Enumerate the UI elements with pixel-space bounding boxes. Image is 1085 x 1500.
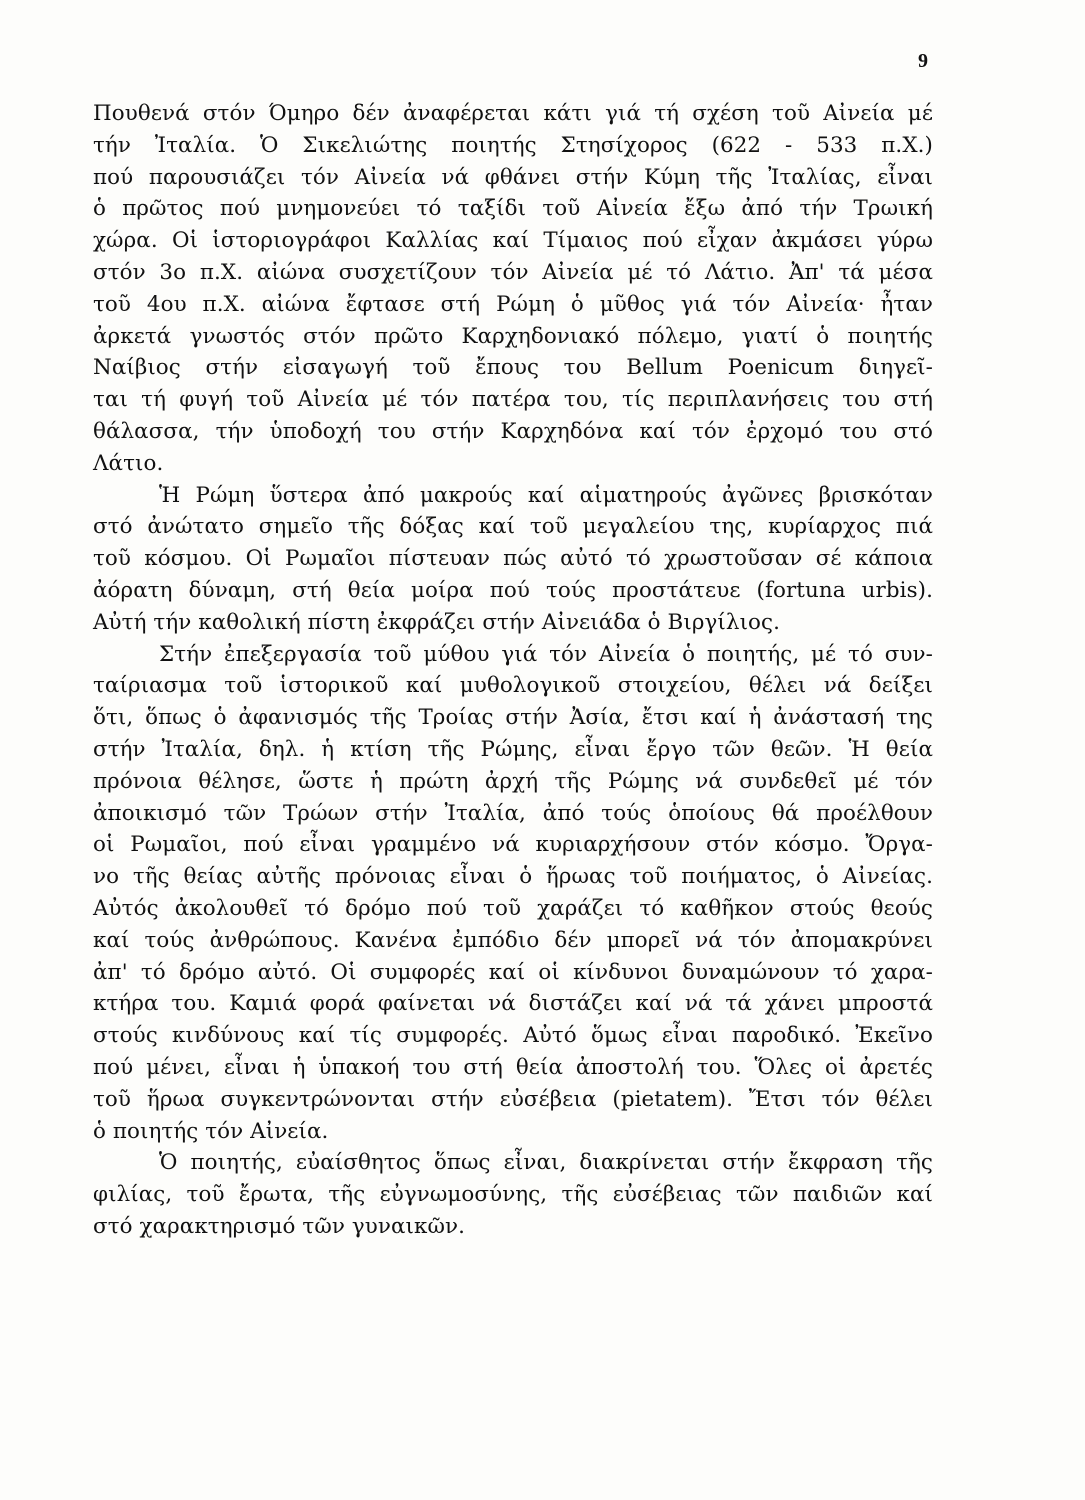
text-line: τοῦ κόσμου. Οἱ Ρωμαῖοι πίστευαν πώς αὐτό τό χρωστοῦσαν σέ κάποια <box>93 546 933 572</box>
text-line: ἀποικισμό τῶν Τρώων στήν Ἰταλία, ἀπό τούς ὁποίους θά προέλθουν <box>93 800 933 826</box>
text-line: ταίριασμα τοῦ ἱστορικοῦ καί μυθολογικοῦ στοιχείου, θέλει νά δείξει <box>93 673 933 699</box>
text-line: νο τῆς θείας αὐτῆς πρόνοιας εἶναι ὁ ἥρωας τοῦ ποιήματος, ὁ Αἰνείας. <box>93 864 933 890</box>
text-line: Ὁ ποιητής, εὐαίσθητος ὅπως εἶναι, διακρίνεται στήν ἔκφραση τῆς <box>159 1150 933 1176</box>
text-line: Αὐτή τήν καθολική πίστη ἐκφράζει στήν Αἰνειάδα ὁ Βιργίλιος. <box>93 609 781 635</box>
text-line: θάλασσα, τήν ὑποδοχή του στήν Καρχηδόνα καί τόν ἐρχομό του στό <box>93 418 933 444</box>
text-line: τοῦ 4ου π.Χ. αἰώνα ἔφτασε στή Ρώμη ὁ μῦθος γιά τόν Αἰνεία· ἦταν <box>93 291 933 317</box>
body-text <box>93 98 933 1243</box>
text-line: τοῦ ἥρωα συγκεντρώνονται στήν εὐσέβεια (pietatem). Ἔτσι τόν θέλει <box>93 1086 933 1112</box>
text-line: τήν Ἰταλία. Ὁ Σικελιώτης ποιητής Στησίχορος (622 - 533 π.Χ.) <box>93 132 933 158</box>
text-line: Λάτιο. <box>93 450 164 476</box>
text-line: στό ἀνώτατο σημεῖο τῆς δόξας καί τοῦ μεγαλείου της, κυρίαρχος πιά <box>93 514 933 540</box>
text-line: φιλίας, τοῦ ἔρωτα, τῆς εὐγνωμοσύνης, τῆς εὐσέβειας τῶν παιδιῶν καί <box>93 1182 933 1208</box>
text-line: στούς κινδύνους καί τίς συμφορές. Αὐτό ὅμως εἶναι παροδικό. Ἐκεῖνο <box>93 1023 933 1049</box>
text-line: ὁ ποιητής τόν Αἰνεία. <box>93 1118 329 1144</box>
text-line: ἀπ' τό δρόμο αὐτό. Οἱ συμφορές καί οἱ κίνδυνοι δυναμώνουν τό χαρα- <box>93 959 933 985</box>
text-line: Αὐτός ἀκολουθεῖ τό δρόμο πού τοῦ χαράζει τό καθῆκον στούς θεούς <box>93 895 933 921</box>
text-line: ται τή φυγή τοῦ Αἰνεία μέ τόν πατέρα του, τίς περιπλανήσεις του στή <box>93 387 933 413</box>
text-line: καί τούς ἀνθρώπους. Κανένα ἐμπόδιο δέν μπορεῖ νά τόν ἀπομακρύνει <box>93 927 933 953</box>
text-line: πρόνοια θέλησε, ὥστε ἡ πρώτη ἀρχή τῆς Ρώμης νά συνδεθεῖ μέ τόν <box>93 768 933 794</box>
text-line: πού παρουσιάζει τόν Αἰνεία νά φθάνει στήν Κύμη τῆς Ἰταλίας, εἶναι <box>93 164 933 190</box>
text-line: στήν Ἰταλία, δηλ. ἡ κτίση τῆς Ρώμης, εἶναι ἔργο τῶν θεῶν. Ἡ θεία <box>93 736 933 762</box>
text-line: ὁ πρῶτος πού μνημονεύει τό ταξίδι τοῦ Αἰνεία ἔξω ἀπό τήν Τρωική <box>93 196 933 222</box>
text-line: Ναίβιος στήν εἰσαγωγή τοῦ ἔπους του Bellum Poenicum διηγεῖ- <box>93 355 933 381</box>
text-line: στόν 3ο π.Χ. αἰώνα συσχετίζουν τόν Αἰνεία μέ τό Λάτιο. Ἀπ' τά μέσα <box>93 259 933 285</box>
text-line: Ἡ Ρώμη ὕστερα ἀπό μακρούς καί αἱματηρούς ἀγῶνες βρισκόταν <box>159 482 933 508</box>
text-line: ἀρκετά γνωστός στόν πρῶτο Καρχηδονιακό πόλεμο, γιατί ὁ ποιητής <box>93 323 933 349</box>
text-line: πού μένει, εἶναι ἡ ὑπακοή του στή θεία ἀποστολή του. Ὅλες οἱ ἀρετές <box>93 1054 933 1080</box>
text-line: κτήρα του. Καμιά φορά φαίνεται νά διστάζει καί νά τά χάνει μπροστά <box>93 991 933 1017</box>
text-line: ὅτι, ὅπως ὁ ἀφανισμός τῆς Τροίας στήν Ἀσία, ἔτσι καί ἡ ἀνάστασή της <box>93 705 933 731</box>
text-line: ἀόρατη δύναμη, στή θεία μοίρα πού τούς προστάτευε (fortuna urbis). <box>93 577 933 603</box>
text-line: Στήν ἐπεξεργασία τοῦ μύθου γιά τόν Αἰνεία ὁ ποιητής, μέ τό συν- <box>159 641 933 667</box>
text-line: στό χαρακτηρισμό τῶν γυναικῶν. <box>93 1213 466 1239</box>
page-number: 9 <box>918 50 928 72</box>
text-line: οἱ Ρωμαῖοι, πού εἶναι γραμμένο νά κυριαρχήσουν στόν κόσμο. Ὄργα- <box>93 832 933 858</box>
text-line: Πουθενά στόν Όμηρο δέν ἀναφέρεται κάτι γιά τή σχέση τοῦ Αἰνεία μέ <box>93 101 933 126</box>
text-line: χώρα. Οἱ ἱστοριογράφοι Καλλίας καί Τίμαιος πού εἶχαν ἀκμάσει γύρω <box>93 228 933 254</box>
